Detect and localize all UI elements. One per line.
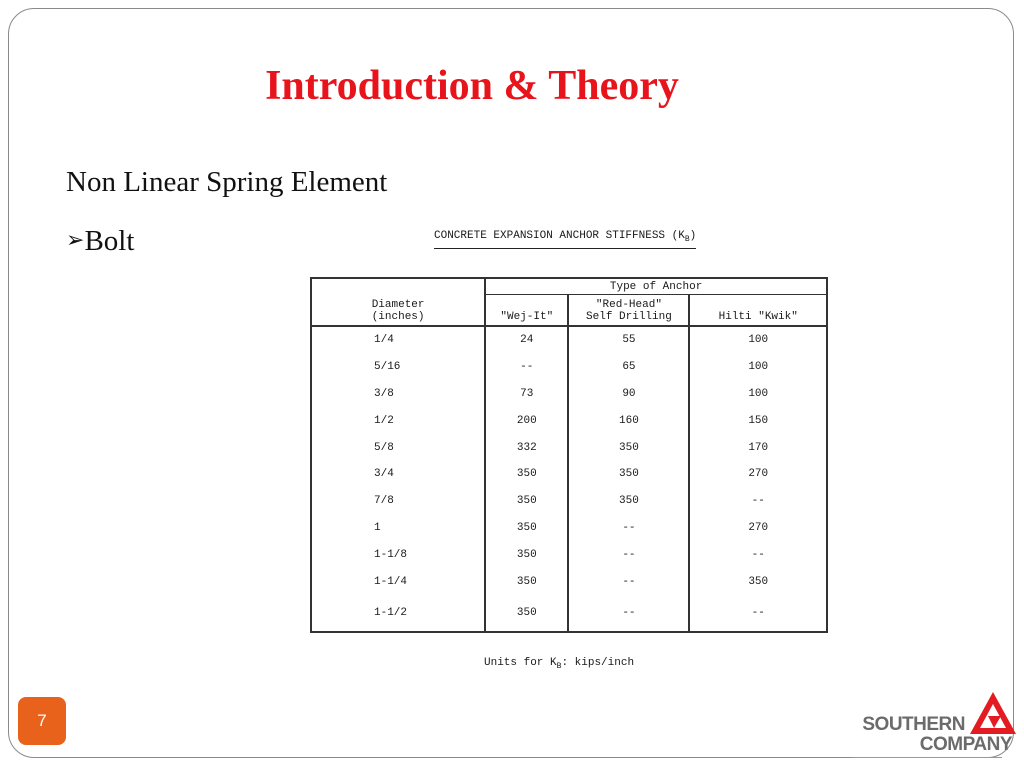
bullet-item xyxy=(66,225,134,258)
table-title-subscript: B xyxy=(684,235,690,245)
red-head-cell: -- xyxy=(568,515,689,542)
units-note xyxy=(484,657,634,671)
logo-underline xyxy=(852,757,1002,758)
red-head-cell: -- xyxy=(568,595,689,632)
wej-it-header: "Wej-It" xyxy=(485,295,568,327)
diameter-cell: 1/4 xyxy=(311,326,485,354)
red-head-cell: 65 xyxy=(568,354,689,381)
bullet-text: Bolt xyxy=(84,225,135,257)
wej-it-cell: 350 xyxy=(485,515,568,542)
southern-company-logo xyxy=(850,690,1020,756)
red-head-cell: 350 xyxy=(568,434,689,461)
diameter-cell: 7/8 xyxy=(311,488,485,515)
logo-triangle-icon xyxy=(968,690,1018,736)
red-head-cell: 55 xyxy=(568,326,689,354)
red-head-cell: 90 xyxy=(568,381,689,408)
hilti-kwik-cell: 350 xyxy=(689,568,827,595)
table-row xyxy=(311,568,827,595)
slide-subtitle: Non Linear Spring Element xyxy=(66,166,388,198)
diameter-cell: 3/4 xyxy=(311,461,485,488)
red-head-cell: 160 xyxy=(568,407,689,434)
page-number-badge: 7 xyxy=(18,697,66,745)
diameter-cell: 1-1/4 xyxy=(311,568,485,595)
units-subscript: B xyxy=(556,662,562,672)
logo-line1: SOUTHERN xyxy=(862,714,965,735)
wej-it-cell: 350 xyxy=(485,595,568,632)
hilti-kwik-cell: -- xyxy=(689,541,827,568)
table-row xyxy=(311,354,827,381)
wej-it-cell: 24 xyxy=(485,326,568,354)
red-head-cell: -- xyxy=(568,568,689,595)
table-title-close: ) xyxy=(689,230,697,242)
wej-it-cell: 350 xyxy=(485,568,568,595)
hilti-kwik-cell: 170 xyxy=(689,434,827,461)
hilti-kwik-cell: 270 xyxy=(689,461,827,488)
wej-it-cell: 73 xyxy=(485,381,568,408)
diameter-cell: 3/8 xyxy=(311,381,485,408)
table-body xyxy=(311,326,827,632)
table-row xyxy=(311,407,827,434)
table-row xyxy=(311,461,827,488)
table-row xyxy=(311,541,827,568)
wej-it-cell: 350 xyxy=(485,461,568,488)
hilti-kwik-cell: 270 xyxy=(689,515,827,542)
red-head-header-line2: Self Drilling xyxy=(586,311,672,323)
diameter-cell: 1-1/2 xyxy=(311,595,485,632)
anchor-type-group-header: Type of Anchor xyxy=(485,278,827,295)
diameter-header xyxy=(311,278,485,326)
hilti-kwik-cell: -- xyxy=(689,488,827,515)
units-suffix: : kips/inch xyxy=(561,657,635,669)
diameter-cell: 1-1/8 xyxy=(311,541,485,568)
red-head-cell: -- xyxy=(568,541,689,568)
table-row xyxy=(311,595,827,632)
red-head-cell: 350 xyxy=(568,488,689,515)
anchor-stiffness-table xyxy=(310,277,828,633)
wej-it-cell: 200 xyxy=(485,407,568,434)
hilti-kwik-cell: 100 xyxy=(689,354,827,381)
diameter-cell: 5/16 xyxy=(311,354,485,381)
hilti-kwik-header: Hilti "Kwik" xyxy=(689,295,827,327)
table-row xyxy=(311,326,827,354)
logo-line2: COMPANY xyxy=(919,734,1012,755)
red-head-header-line1: "Red-Head" xyxy=(595,299,662,311)
wej-it-cell: 332 xyxy=(485,434,568,461)
diameter-cell: 1/2 xyxy=(311,407,485,434)
diameter-cell: 1 xyxy=(311,515,485,542)
units-prefix: Units for K xyxy=(484,657,557,669)
hilti-kwik-cell: 100 xyxy=(689,326,827,354)
slide-title: Introduction & Theory xyxy=(265,63,679,109)
wej-it-cell: 350 xyxy=(485,541,568,568)
table-title-text: CONCRETE EXPANSION ANCHOR STIFFNESS (K xyxy=(434,230,685,242)
wej-it-cell: 350 xyxy=(485,488,568,515)
red-head-cell: 350 xyxy=(568,461,689,488)
table-row xyxy=(311,515,827,542)
wej-it-cell: -- xyxy=(485,354,568,381)
table-row xyxy=(311,434,827,461)
diameter-cell: 5/8 xyxy=(311,434,485,461)
diameter-header-line1: Diameter xyxy=(371,299,425,311)
table-row xyxy=(311,488,827,515)
hilti-kwik-cell: 100 xyxy=(689,381,827,408)
hilti-kwik-cell: -- xyxy=(689,595,827,632)
table-title xyxy=(434,230,696,249)
diameter-header-line2: (inches) xyxy=(371,311,425,323)
hilti-kwik-cell: 150 xyxy=(689,407,827,434)
arrow-bullet-icon: ➢ xyxy=(66,228,85,253)
red-head-header xyxy=(568,295,689,327)
table-row xyxy=(311,381,827,408)
